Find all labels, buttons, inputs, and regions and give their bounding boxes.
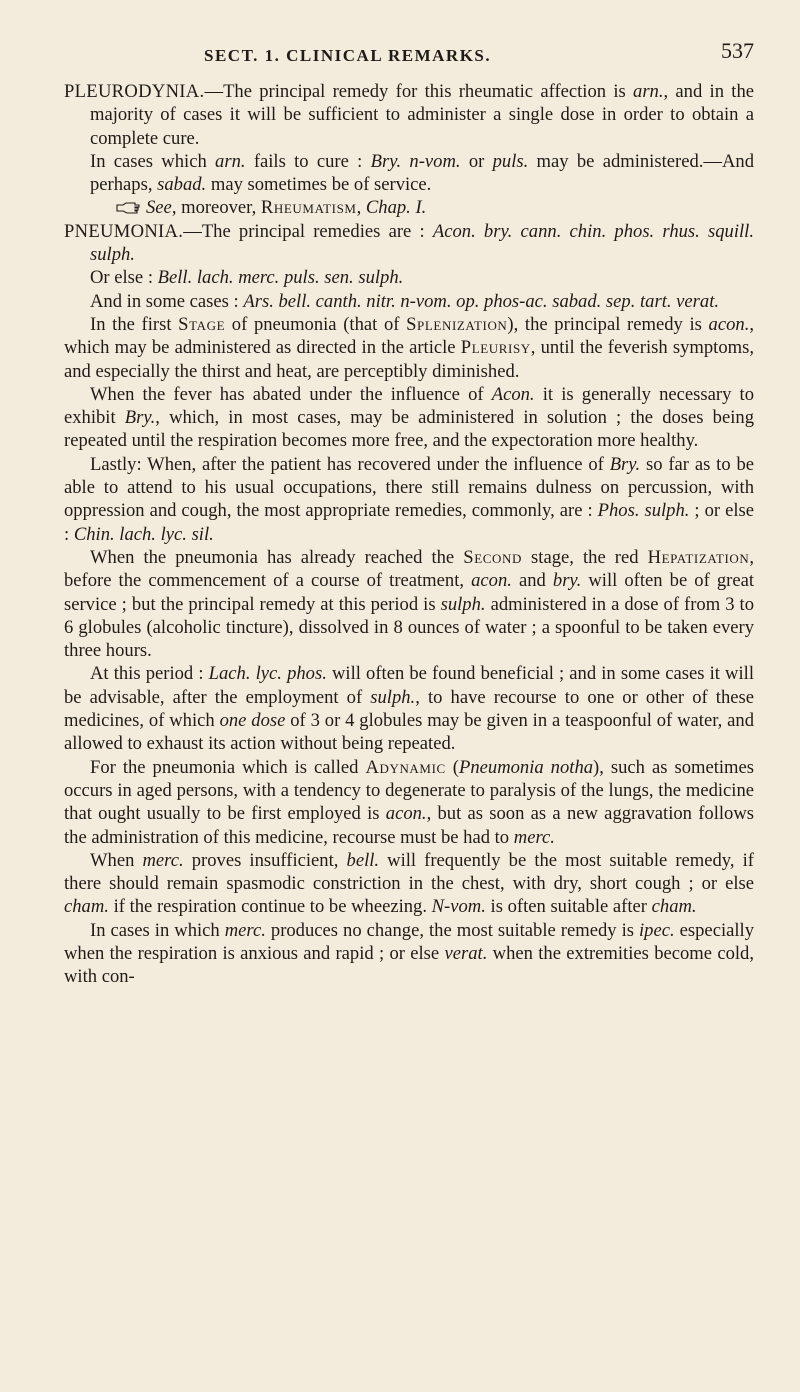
remedy-text: merc. — [224, 919, 266, 941]
paragraph — [64, 266, 754, 289]
remedy-text: Bry. — [124, 407, 156, 429]
text-run: administered in a dose of from 3 to 6 globules (alcoholic tincture), dissolved in 8 ounces of water ; a spoonful to be taken every three hours. — [64, 593, 754, 662]
text-run: For the pneumonia which is called — [90, 756, 366, 778]
pointing-hand-icon — [116, 202, 140, 214]
remedy-text: sulph. — [370, 686, 416, 708]
text-run: if the respiration continue to be wheezing. — [108, 896, 432, 918]
remedy-text: Chap. I. — [365, 197, 427, 219]
paragraph — [64, 313, 754, 383]
text-run: produces no change, the most suitable remedy is — [265, 919, 639, 941]
paragraph — [64, 919, 754, 989]
remedy-text: Acon. — [491, 383, 535, 405]
text-run: stage, the red — [521, 546, 648, 568]
text-run: , but as soon as a new aggravation follows the administration of this medicine, recourse must be had to — [64, 803, 755, 848]
remedy-text: acon. — [708, 313, 750, 335]
text-run: Pleurisy — [460, 337, 531, 359]
text-run: may sometimes be of service. — [206, 174, 432, 196]
text-run: , moreover, — [171, 197, 261, 219]
text-run: ( — [445, 756, 459, 778]
remedy-text: arn. — [215, 150, 246, 172]
text-run: is often suitable after — [485, 896, 652, 918]
remedy-text: bell. — [346, 849, 380, 871]
remedy-text: acon. — [385, 803, 427, 825]
text-run: it is generally necessary to exhibit — [64, 383, 754, 429]
text-run: ), the principal remedy is — [507, 313, 709, 335]
text-run: of 3 or 4 globules may be given in a teaspoonful of water, and allowed to exhaust its action without being repeated. — [64, 710, 755, 755]
text-run: or — [460, 150, 493, 172]
paragraph — [64, 150, 754, 197]
text-run: will often be of great service ; but the principal remedy at this period is — [64, 570, 754, 615]
book-page — [64, 38, 755, 989]
paragraph — [64, 383, 754, 453]
remedy-text: Bell. lach. merc. puls. sen. sulph. — [157, 267, 404, 289]
cross-reference — [64, 196, 754, 219]
remedy-text: cham. — [64, 896, 109, 918]
section-title: SECT. 1. CLINICAL REMARKS. — [204, 46, 492, 65]
paragraph — [64, 546, 754, 662]
remedy-text: Ars. bell. canth. nitr. n-vom. op. phos-ac. sabad. sep. tart. verat. — [243, 290, 720, 312]
remedy-text: See — [146, 197, 172, 219]
text-run: Second — [463, 546, 522, 568]
running-header — [64, 38, 754, 80]
remedy-text: acon. — [471, 570, 512, 592]
text-run: so far as to be able to attend to his usual occupations, there still remains dulness on percussion, with oppression and cough, the most appropriate remedies, commonly, are : — [64, 453, 754, 522]
remedy-text: cham. — [651, 896, 697, 918]
text-run: , and in the majority of cases it will be sufficient to administer a single dose in order to obtain a complete cure. — [90, 81, 754, 149]
entry-heading: PLEURODYNIA. — [64, 81, 205, 102]
text-run: At this period : — [90, 663, 209, 685]
text-run: ; or else : — [64, 500, 754, 545]
remedy-text: Pneumonia notha — [458, 756, 594, 778]
remedy-text: Bry. n-vom. — [370, 150, 461, 172]
remedy-text: one dose — [219, 710, 286, 732]
text-run: Hepatization — [647, 546, 750, 568]
text-run: , which may be administered as directed in the article — [64, 313, 754, 359]
text-run: , until the feverish symptoms, and especially the thirst and heat, are perceptibly diminished. — [64, 337, 754, 382]
text-run: —The principal remedy for this rheumatic affection is — [204, 81, 634, 102]
text-run: when the extremities become cold, with con- — [64, 942, 754, 988]
text-run: fails to cure : — [245, 150, 371, 172]
text-run: Adynamic — [365, 756, 446, 778]
remedy-text: Bry. — [609, 453, 641, 475]
text-run: will often be found beneficial ; and in some cases it will be advisable, after the employment of — [64, 663, 754, 708]
text-run: especially when the respiration is anxious and rapid ; or else — [64, 919, 754, 964]
text-run: may be administered.—And perhaps, — [90, 150, 755, 196]
remedy-text: Chin. lach. lyc. sil. — [73, 523, 214, 545]
text-run: When the pneumonia has already reached the — [90, 546, 464, 568]
text-run: Or else : — [90, 267, 158, 289]
remedy-text: puls. — [492, 150, 529, 172]
text-run: Splenization — [406, 313, 508, 335]
text-run: —The principal remedies are : — [183, 220, 433, 242]
text-run: and — [511, 570, 553, 592]
page-number: 537 — [721, 38, 754, 63]
text-run: proves insufficient, — [183, 849, 347, 871]
remedy-text: sulph. — [440, 593, 486, 615]
body-text — [64, 80, 754, 989]
pleurodynia-entry — [64, 80, 754, 150]
text-run: When the fever has abated under the influence of — [90, 383, 492, 405]
text-run: of pneumonia (that of — [225, 313, 407, 335]
text-run: When — [90, 849, 143, 871]
paragraph — [64, 290, 754, 313]
paragraph — [64, 756, 754, 849]
text-run: In cases in which — [90, 919, 225, 941]
remedy-text: sabad. — [157, 174, 207, 196]
text-run: Stage — [178, 313, 226, 335]
remedy-text: Phos. sulph. — [597, 500, 690, 522]
text-run: , before the commencement of a course of treatment, — [64, 546, 755, 592]
remedy-text: verat. — [444, 942, 488, 964]
paragraph — [64, 849, 754, 919]
text-run: And in some cases : — [90, 290, 244, 312]
text-run: In the first — [90, 313, 179, 335]
text-run: Lastly: When, after the patient has recovered under the influence of — [90, 453, 610, 475]
remedy-text: arn. — [633, 81, 664, 102]
text-run: Rheumatism — [260, 197, 357, 219]
remedy-text: merc. — [142, 849, 184, 871]
entry-heading: PNEUMONIA. — [64, 220, 184, 242]
remedy-text: bry. — [552, 570, 582, 592]
text-run: ), such as sometimes occurs in aged persons, with a tendency to degenerate to paralysis of the lungs, the medicine that ought usually to be first employed is — [64, 756, 755, 825]
remedy-text: Acon. bry. cann. chin. phos. rhus. squill. sulph. — [90, 220, 754, 266]
remedy-text: ipec. — [639, 919, 675, 941]
remedy-text: merc. — [513, 826, 555, 848]
text-run: will frequently be the most suitable remedy, if there should remain spasmodic constriction in the chest, with dry, short cough ; or else — [64, 849, 754, 895]
remedy-text: N-vom. — [431, 896, 486, 918]
text-run: , which, in most cases, may be administered in solution ; the doses being repeated until the respiration becomes more free, and the expectoration more healthy. — [64, 407, 754, 452]
remedy-text: Lach. lyc. phos. — [208, 663, 327, 685]
paragraph — [64, 662, 754, 755]
paragraph — [64, 453, 754, 546]
pneumonia-entry — [64, 220, 754, 267]
text-run: , — [356, 197, 366, 219]
text-run: , to have recourse to one or other of these medicines, of which — [64, 686, 754, 732]
text-run: In cases which — [90, 150, 216, 172]
